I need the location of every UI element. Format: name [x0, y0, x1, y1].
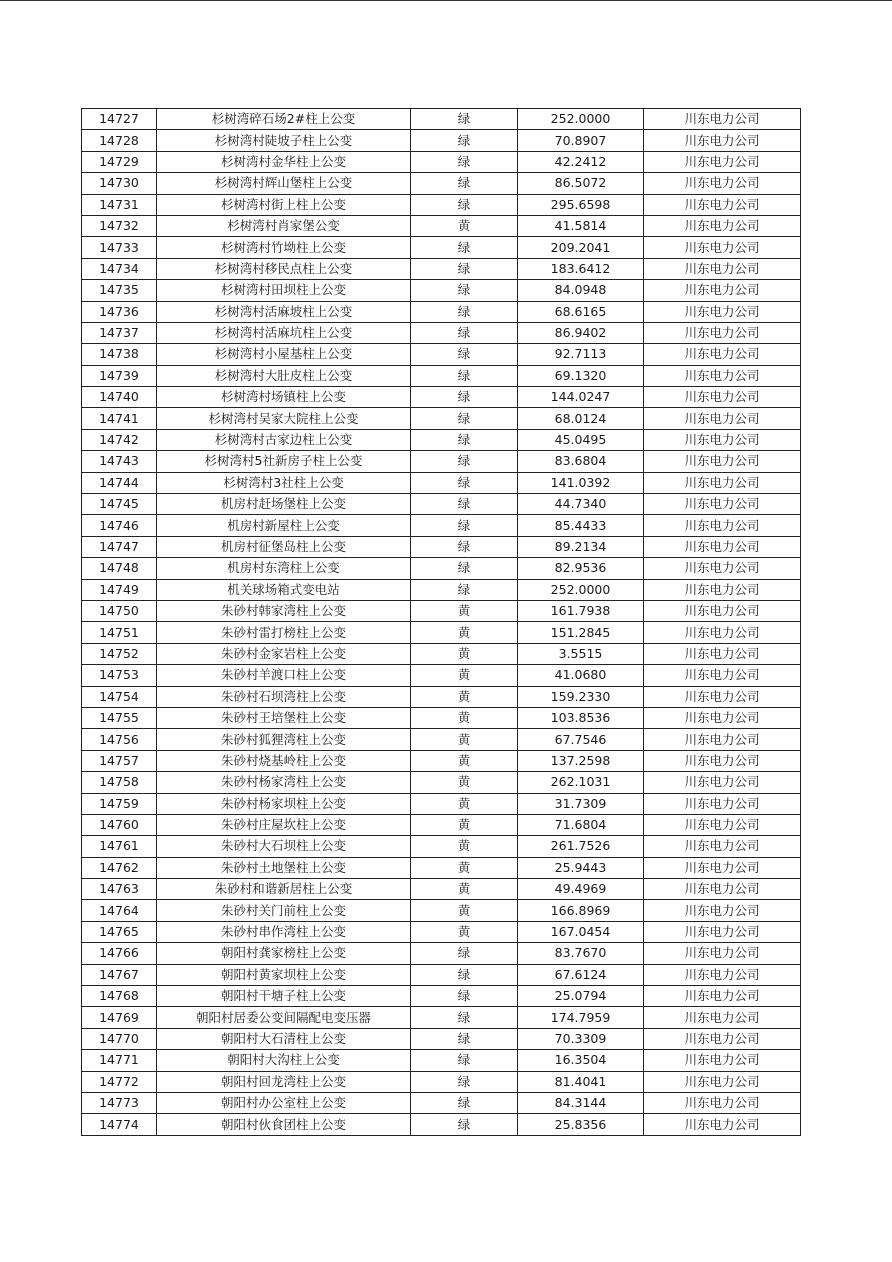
company-cell: 川东电力公司 [644, 365, 801, 386]
transformer-name-cell: 杉树湾村活麻坡柱上公变 [157, 301, 411, 322]
row-id-cell: 14747 [82, 536, 157, 557]
table-row [82, 686, 801, 707]
table-row [82, 772, 801, 793]
value-cell: 137.2598 [518, 750, 644, 771]
company-cell: 川东电力公司 [644, 1114, 801, 1135]
status-cell: 绿 [411, 322, 518, 343]
company-cell: 川东电力公司 [644, 943, 801, 964]
table-row [82, 558, 801, 579]
company-cell: 川东电力公司 [644, 836, 801, 857]
status-cell: 绿 [411, 1092, 518, 1113]
status-cell: 黄 [411, 793, 518, 814]
table-row [82, 215, 801, 236]
table-row [82, 322, 801, 343]
table-row [82, 429, 801, 450]
page-top-rule [0, 0, 892, 1]
table-row [82, 814, 801, 835]
table-row [82, 387, 801, 408]
transformer-name-cell: 杉树湾村小屋基柱上公变 [157, 344, 411, 365]
table-row [82, 622, 801, 643]
value-cell: 16.3504 [518, 1050, 644, 1071]
company-cell: 川东电力公司 [644, 109, 801, 130]
row-id-cell: 14771 [82, 1050, 157, 1071]
value-cell: 85.4433 [518, 515, 644, 536]
status-cell: 黄 [411, 836, 518, 857]
company-cell: 川东电力公司 [644, 964, 801, 985]
transformer-name-cell: 朱砂村王培堡柱上公变 [157, 707, 411, 728]
transformer-name-cell: 机关球场箱式变电站 [157, 579, 411, 600]
table-row [82, 857, 801, 878]
company-cell: 川东电力公司 [644, 793, 801, 814]
status-cell: 绿 [411, 579, 518, 600]
row-id-cell: 14751 [82, 622, 157, 643]
table-row [82, 408, 801, 429]
row-id-cell: 14742 [82, 429, 157, 450]
company-cell: 川东电力公司 [644, 408, 801, 429]
transformer-name-cell: 杉树湾村3社柱上公变 [157, 472, 411, 493]
company-cell: 川东电力公司 [644, 237, 801, 258]
row-id-cell: 14759 [82, 793, 157, 814]
row-id-cell: 14774 [82, 1114, 157, 1135]
company-cell: 川东电力公司 [644, 600, 801, 621]
value-cell: 41.5814 [518, 215, 644, 236]
row-id-cell: 14744 [82, 472, 157, 493]
transformer-name-cell: 机房村新屋柱上公变 [157, 515, 411, 536]
value-cell: 83.6804 [518, 451, 644, 472]
row-id-cell: 14772 [82, 1071, 157, 1092]
transformer-name-cell: 机房村征堡岛柱上公变 [157, 536, 411, 557]
transformer-name-cell: 朱砂村串作湾柱上公变 [157, 921, 411, 942]
company-cell: 川东电力公司 [644, 429, 801, 450]
value-cell: 45.0495 [518, 429, 644, 450]
row-id-cell: 14736 [82, 301, 157, 322]
status-cell: 绿 [411, 515, 518, 536]
value-cell: 161.7938 [518, 600, 644, 621]
status-cell: 黄 [411, 750, 518, 771]
status-cell: 绿 [411, 964, 518, 985]
transformer-name-cell: 杉树湾村活麻坑柱上公变 [157, 322, 411, 343]
table-row [82, 986, 801, 1007]
table-row [82, 258, 801, 279]
status-cell: 绿 [411, 558, 518, 579]
table-row [82, 194, 801, 215]
row-id-cell: 14728 [82, 130, 157, 151]
table-row [82, 1071, 801, 1092]
company-cell: 川东电力公司 [644, 322, 801, 343]
value-cell: 261.7526 [518, 836, 644, 857]
value-cell: 25.0794 [518, 986, 644, 1007]
table-row [82, 301, 801, 322]
status-cell: 绿 [411, 451, 518, 472]
table-row [82, 472, 801, 493]
row-id-cell: 14740 [82, 387, 157, 408]
table-row [82, 494, 801, 515]
transformer-name-cell: 朱砂村烧基岭柱上公变 [157, 750, 411, 771]
row-id-cell: 14730 [82, 173, 157, 194]
company-cell: 川东电力公司 [644, 515, 801, 536]
value-cell: 70.3309 [518, 1028, 644, 1049]
value-cell: 167.0454 [518, 921, 644, 942]
value-cell: 70.8907 [518, 130, 644, 151]
company-cell: 川东电力公司 [644, 558, 801, 579]
company-cell: 川东电力公司 [644, 387, 801, 408]
row-id-cell: 14734 [82, 258, 157, 279]
row-id-cell: 14739 [82, 365, 157, 386]
transformer-name-cell: 朝阳村龚家榜柱上公变 [157, 943, 411, 964]
transformer-name-cell: 机房村赶场堡柱上公变 [157, 494, 411, 515]
transformer-name-cell: 朱砂村杨家湾柱上公变 [157, 772, 411, 793]
transformer-name-cell: 朝阳村伙食团柱上公变 [157, 1114, 411, 1135]
row-id-cell: 14753 [82, 665, 157, 686]
value-cell: 42.2412 [518, 151, 644, 172]
row-id-cell: 14755 [82, 707, 157, 728]
status-cell: 绿 [411, 173, 518, 194]
row-id-cell: 14773 [82, 1092, 157, 1113]
table-row [82, 1114, 801, 1135]
value-cell: 144.0247 [518, 387, 644, 408]
status-cell: 黄 [411, 879, 518, 900]
company-cell: 川东电力公司 [644, 472, 801, 493]
transformer-name-cell: 朱砂村和谐新居柱上公变 [157, 879, 411, 900]
value-cell: 25.8356 [518, 1114, 644, 1135]
row-id-cell: 14758 [82, 772, 157, 793]
value-cell: 25.9443 [518, 857, 644, 878]
row-id-cell: 14729 [82, 151, 157, 172]
table-row [82, 750, 801, 771]
row-id-cell: 14735 [82, 280, 157, 301]
status-cell: 黄 [411, 215, 518, 236]
value-cell: 84.3144 [518, 1092, 644, 1113]
company-cell: 川东电力公司 [644, 151, 801, 172]
row-id-cell: 14749 [82, 579, 157, 600]
table-row [82, 643, 801, 664]
value-cell: 183.6412 [518, 258, 644, 279]
transformer-name-cell: 朱砂村石坝湾柱上公变 [157, 686, 411, 707]
table-row [82, 665, 801, 686]
value-cell: 67.6124 [518, 964, 644, 985]
value-cell: 151.2845 [518, 622, 644, 643]
row-id-cell: 14757 [82, 750, 157, 771]
value-cell: 67.7546 [518, 729, 644, 750]
status-cell: 黄 [411, 707, 518, 728]
row-id-cell: 14741 [82, 408, 157, 429]
value-cell: 262.1031 [518, 772, 644, 793]
row-id-cell: 14732 [82, 215, 157, 236]
row-id-cell: 14770 [82, 1028, 157, 1049]
row-id-cell: 14769 [82, 1007, 157, 1028]
value-cell: 174.7959 [518, 1007, 644, 1028]
company-cell: 川东电力公司 [644, 986, 801, 1007]
company-cell: 川东电力公司 [644, 879, 801, 900]
transformer-name-cell: 朱砂村韩家湾柱上公变 [157, 600, 411, 621]
value-cell: 71.6804 [518, 814, 644, 835]
table-row [82, 109, 801, 130]
value-cell: 3.5515 [518, 643, 644, 664]
table-row [82, 1028, 801, 1049]
status-cell: 黄 [411, 729, 518, 750]
table-row [82, 879, 801, 900]
table-row [82, 943, 801, 964]
transformer-name-cell: 朱砂村土地堡柱上公变 [157, 857, 411, 878]
value-cell: 92.7113 [518, 344, 644, 365]
row-id-cell: 14731 [82, 194, 157, 215]
value-cell: 31.7309 [518, 793, 644, 814]
company-cell: 川东电力公司 [644, 194, 801, 215]
table-row [82, 344, 801, 365]
company-cell: 川东电力公司 [644, 280, 801, 301]
transformer-name-cell: 杉树湾村街上柱上公变 [157, 194, 411, 215]
value-cell: 252.0000 [518, 579, 644, 600]
table-row [82, 451, 801, 472]
transformer-name-cell: 朱砂村庄屋坎柱上公变 [157, 814, 411, 835]
transformer-name-cell: 朝阳村干塘子柱上公变 [157, 986, 411, 1007]
status-cell: 绿 [411, 194, 518, 215]
value-cell: 81.4041 [518, 1071, 644, 1092]
row-id-cell: 14764 [82, 900, 157, 921]
table-row [82, 1050, 801, 1071]
transformer-name-cell: 朝阳村居委公变间隔配电变压器 [157, 1007, 411, 1028]
row-id-cell: 14756 [82, 729, 157, 750]
row-id-cell: 14727 [82, 109, 157, 130]
value-cell: 103.8536 [518, 707, 644, 728]
company-cell: 川东电力公司 [644, 173, 801, 194]
value-cell: 86.5072 [518, 173, 644, 194]
transformer-name-cell: 杉树湾村田坝柱上公变 [157, 280, 411, 301]
company-cell: 川东电力公司 [644, 750, 801, 771]
value-cell: 49.4969 [518, 879, 644, 900]
company-cell: 川东电力公司 [644, 301, 801, 322]
transformer-name-cell: 杉树湾村大肚皮柱上公变 [157, 365, 411, 386]
transformer-name-cell: 朱砂村大石坝柱上公变 [157, 836, 411, 857]
company-cell: 川东电力公司 [644, 258, 801, 279]
transformer-name-cell: 朱砂村狐狸湾柱上公变 [157, 729, 411, 750]
table-row [82, 579, 801, 600]
company-cell: 川东电力公司 [644, 1092, 801, 1113]
value-cell: 82.9536 [518, 558, 644, 579]
status-cell: 黄 [411, 600, 518, 621]
row-id-cell: 14767 [82, 964, 157, 985]
row-id-cell: 14737 [82, 322, 157, 343]
value-cell: 44.7340 [518, 494, 644, 515]
transformer-name-cell: 朝阳村大沟柱上公变 [157, 1050, 411, 1071]
transformer-name-cell: 杉树湾村移民点柱上公变 [157, 258, 411, 279]
value-cell: 295.6598 [518, 194, 644, 215]
table-row [82, 836, 801, 857]
company-cell: 川东电力公司 [644, 1028, 801, 1049]
value-cell: 159.2330 [518, 686, 644, 707]
transformer-name-cell: 杉树湾碎石场2#柱上公变 [157, 109, 411, 130]
status-cell: 黄 [411, 921, 518, 942]
transformer-name-cell: 杉树湾村金华柱上公变 [157, 151, 411, 172]
company-cell: 川东电力公司 [644, 451, 801, 472]
row-id-cell: 14762 [82, 857, 157, 878]
transformer-name-cell: 机房村东湾柱上公变 [157, 558, 411, 579]
company-cell: 川东电力公司 [644, 536, 801, 557]
row-id-cell: 14745 [82, 494, 157, 515]
status-cell: 绿 [411, 109, 518, 130]
company-cell: 川东电力公司 [644, 772, 801, 793]
status-cell: 绿 [411, 1050, 518, 1071]
status-cell: 绿 [411, 943, 518, 964]
transformer-name-cell: 杉树湾村吴家大院柱上公变 [157, 408, 411, 429]
value-cell: 141.0392 [518, 472, 644, 493]
status-cell: 绿 [411, 130, 518, 151]
status-cell: 绿 [411, 237, 518, 258]
company-cell: 川东电力公司 [644, 344, 801, 365]
value-cell: 86.9402 [518, 322, 644, 343]
row-id-cell: 14768 [82, 986, 157, 1007]
table-row [82, 921, 801, 942]
company-cell: 川东电力公司 [644, 1007, 801, 1028]
status-cell: 黄 [411, 643, 518, 664]
company-cell: 川东电力公司 [644, 707, 801, 728]
status-cell: 绿 [411, 1114, 518, 1135]
transformer-name-cell: 杉树湾村5社新房子柱上公变 [157, 451, 411, 472]
status-cell: 绿 [411, 472, 518, 493]
substation-table [81, 108, 801, 1136]
status-cell: 绿 [411, 258, 518, 279]
company-cell: 川东电力公司 [644, 1050, 801, 1071]
company-cell: 川东电力公司 [644, 579, 801, 600]
row-id-cell: 14763 [82, 879, 157, 900]
row-id-cell: 14750 [82, 600, 157, 621]
table-row [82, 130, 801, 151]
status-cell: 绿 [411, 151, 518, 172]
status-cell: 绿 [411, 986, 518, 1007]
status-cell: 绿 [411, 365, 518, 386]
status-cell: 黄 [411, 900, 518, 921]
row-id-cell: 14752 [82, 643, 157, 664]
transformer-name-cell: 朱砂村关门前柱上公变 [157, 900, 411, 921]
transformer-name-cell: 朱砂村金家岩柱上公变 [157, 643, 411, 664]
company-cell: 川东电力公司 [644, 215, 801, 236]
status-cell: 黄 [411, 665, 518, 686]
value-cell: 68.0124 [518, 408, 644, 429]
table-row [82, 280, 801, 301]
status-cell: 黄 [411, 772, 518, 793]
company-cell: 川东电力公司 [644, 643, 801, 664]
company-cell: 川东电力公司 [644, 622, 801, 643]
row-id-cell: 14766 [82, 943, 157, 964]
transformer-name-cell: 杉树湾村陡坡子柱上公变 [157, 130, 411, 151]
transformer-name-cell: 朱砂村雷打榜柱上公变 [157, 622, 411, 643]
table-row [82, 515, 801, 536]
company-cell: 川东电力公司 [644, 130, 801, 151]
table-row [82, 964, 801, 985]
status-cell: 绿 [411, 536, 518, 557]
status-cell: 绿 [411, 1007, 518, 1028]
value-cell: 166.8969 [518, 900, 644, 921]
row-id-cell: 14760 [82, 814, 157, 835]
table-body [82, 109, 801, 1136]
status-cell: 绿 [411, 494, 518, 515]
transformer-name-cell: 杉树湾村辉山堡柱上公变 [157, 173, 411, 194]
company-cell: 川东电力公司 [644, 921, 801, 942]
status-cell: 绿 [411, 387, 518, 408]
transformer-name-cell: 杉树湾村古家边柱上公变 [157, 429, 411, 450]
status-cell: 绿 [411, 344, 518, 365]
transformer-name-cell: 杉树湾村肖家堡公变 [157, 215, 411, 236]
status-cell: 绿 [411, 429, 518, 450]
company-cell: 川东电力公司 [644, 686, 801, 707]
value-cell: 83.7670 [518, 943, 644, 964]
row-id-cell: 14733 [82, 237, 157, 258]
table-row [82, 793, 801, 814]
row-id-cell: 14761 [82, 836, 157, 857]
status-cell: 绿 [411, 408, 518, 429]
row-id-cell: 14743 [82, 451, 157, 472]
table-row [82, 1007, 801, 1028]
company-cell: 川东电力公司 [644, 494, 801, 515]
row-id-cell: 14765 [82, 921, 157, 942]
company-cell: 川东电力公司 [644, 665, 801, 686]
table-row [82, 237, 801, 258]
table-row [82, 600, 801, 621]
company-cell: 川东电力公司 [644, 857, 801, 878]
table-row [82, 151, 801, 172]
transformer-name-cell: 朱砂村杨家坝柱上公变 [157, 793, 411, 814]
transformer-name-cell: 朝阳村黄家坝柱上公变 [157, 964, 411, 985]
table-row [82, 365, 801, 386]
table-row [82, 173, 801, 194]
status-cell: 黄 [411, 622, 518, 643]
company-cell: 川东电力公司 [644, 814, 801, 835]
status-cell: 绿 [411, 301, 518, 322]
transformer-name-cell: 朝阳村回龙湾柱上公变 [157, 1071, 411, 1092]
company-cell: 川东电力公司 [644, 729, 801, 750]
table-row [82, 729, 801, 750]
status-cell: 黄 [411, 686, 518, 707]
row-id-cell: 14754 [82, 686, 157, 707]
table-row [82, 1092, 801, 1113]
transformer-name-cell: 朱砂村羊渡口柱上公变 [157, 665, 411, 686]
status-cell: 绿 [411, 1071, 518, 1092]
transformer-name-cell: 杉树湾村竹坳柱上公变 [157, 237, 411, 258]
value-cell: 89.2134 [518, 536, 644, 557]
row-id-cell: 14746 [82, 515, 157, 536]
value-cell: 69.1320 [518, 365, 644, 386]
status-cell: 绿 [411, 280, 518, 301]
status-cell: 黄 [411, 857, 518, 878]
transformer-name-cell: 朝阳村大石清柱上公变 [157, 1028, 411, 1049]
status-cell: 黄 [411, 814, 518, 835]
value-cell: 41.0680 [518, 665, 644, 686]
company-cell: 川东电力公司 [644, 900, 801, 921]
row-id-cell: 14748 [82, 558, 157, 579]
table-row [82, 707, 801, 728]
status-cell: 绿 [411, 1028, 518, 1049]
company-cell: 川东电力公司 [644, 1071, 801, 1092]
table-row [82, 900, 801, 921]
value-cell: 252.0000 [518, 109, 644, 130]
transformer-name-cell: 杉树湾村场镇柱上公变 [157, 387, 411, 408]
value-cell: 68.6165 [518, 301, 644, 322]
transformer-name-cell: 朝阳村办公室柱上公变 [157, 1092, 411, 1113]
value-cell: 84.0948 [518, 280, 644, 301]
table-row [82, 536, 801, 557]
row-id-cell: 14738 [82, 344, 157, 365]
value-cell: 209.2041 [518, 237, 644, 258]
